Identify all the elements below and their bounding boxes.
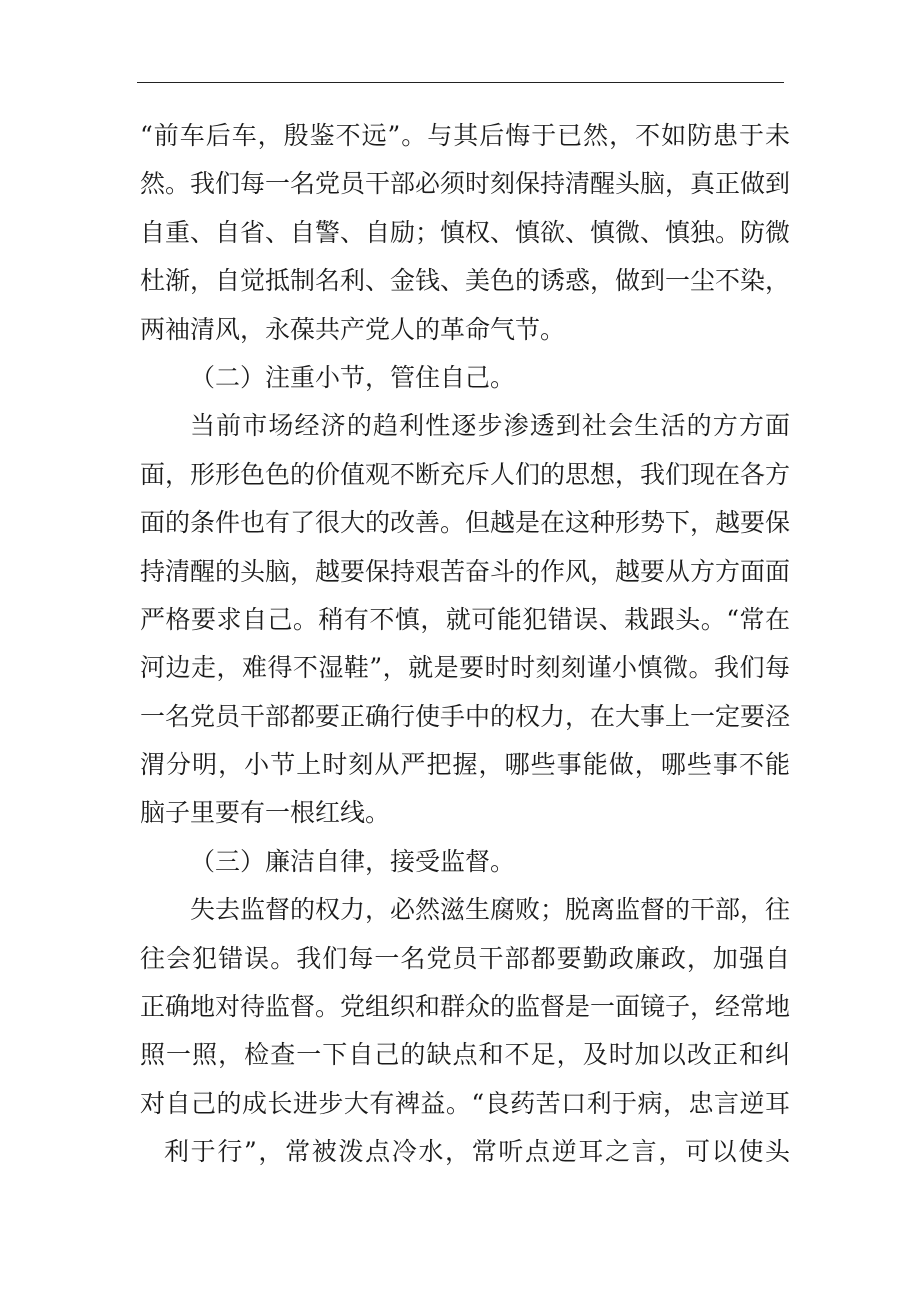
text-line: 河边走，难得不湿鞋”，就是要时时刻刻谨小慎微。我们每 — [140, 653, 790, 683]
text-line: 渭分明，小节上时刻从严把握，哪些事能做，哪些事不能 — [140, 750, 790, 780]
header-rule — [137, 82, 784, 83]
text-line: 往会犯错误。我们每一名党员干部都要勤政廉政，加强自 — [140, 943, 790, 973]
section-heading: （三）廉洁自律，接受监督。 — [190, 846, 516, 876]
text-line: 利于行”，常被泼点冷水，常听点逆耳之言，可以使头 — [164, 1137, 790, 1167]
text-line: 脑子里要有一根红线。 — [140, 798, 391, 828]
text-line: “前车后车，殷鉴不远”。与其后悔于已然，不如防患于未 — [140, 121, 790, 150]
text-line: 对自己的成长进步大有裨益。“良药苦口利于病，忠言逆耳 — [140, 1088, 790, 1118]
text-line: 面的条件也有了很大的改善。但越是在这种形势下，越要保 — [140, 508, 790, 538]
text-line: 照一照，检查一下自己的缺点和不足，及时加以改正和纠 — [140, 1040, 790, 1070]
text-line: 自重、自省、自警、自励；慎权、慎欲、慎微、慎独。防微 — [140, 217, 790, 247]
text-line: 两袖清风，永葆共产党人的革命气节。 — [140, 314, 566, 344]
text-line: 失去监督的权力，必然滋生腐败；脱离监督的干部，往 — [190, 895, 790, 925]
text-line: 持清醒的头脑，越要保持艰苦奋斗的作风，越要从方方面面 — [140, 556, 790, 586]
text-line: 杜渐，自觉抵制名利、金钱、美色的诱惑，做到一尘不染， — [140, 266, 790, 296]
section-heading: （二）注重小节，管住自己。 — [190, 362, 516, 392]
text-line: 一名党员干部都要正确行使手中的权力，在大事上一定要泾 — [140, 701, 790, 731]
text-line: 当前市场经济的趋利性逐步渗透到社会生活的方方面 — [190, 411, 790, 441]
text-line: 严格要求自己。稍有不慎，就可能犯错误、栽跟头。“常在 — [140, 604, 790, 634]
body-text — [140, 112, 790, 1177]
text-line: 面，形形色色的价值观不断充斥人们的思想，我们现在各方 — [140, 459, 790, 489]
text-line: 正确地对待监督。党组织和群众的监督是一面镜子，经常地 — [140, 992, 790, 1022]
text-line: 然。我们每一名党员干部必须时刻保持清醒头脑，真正做到 — [140, 169, 790, 199]
